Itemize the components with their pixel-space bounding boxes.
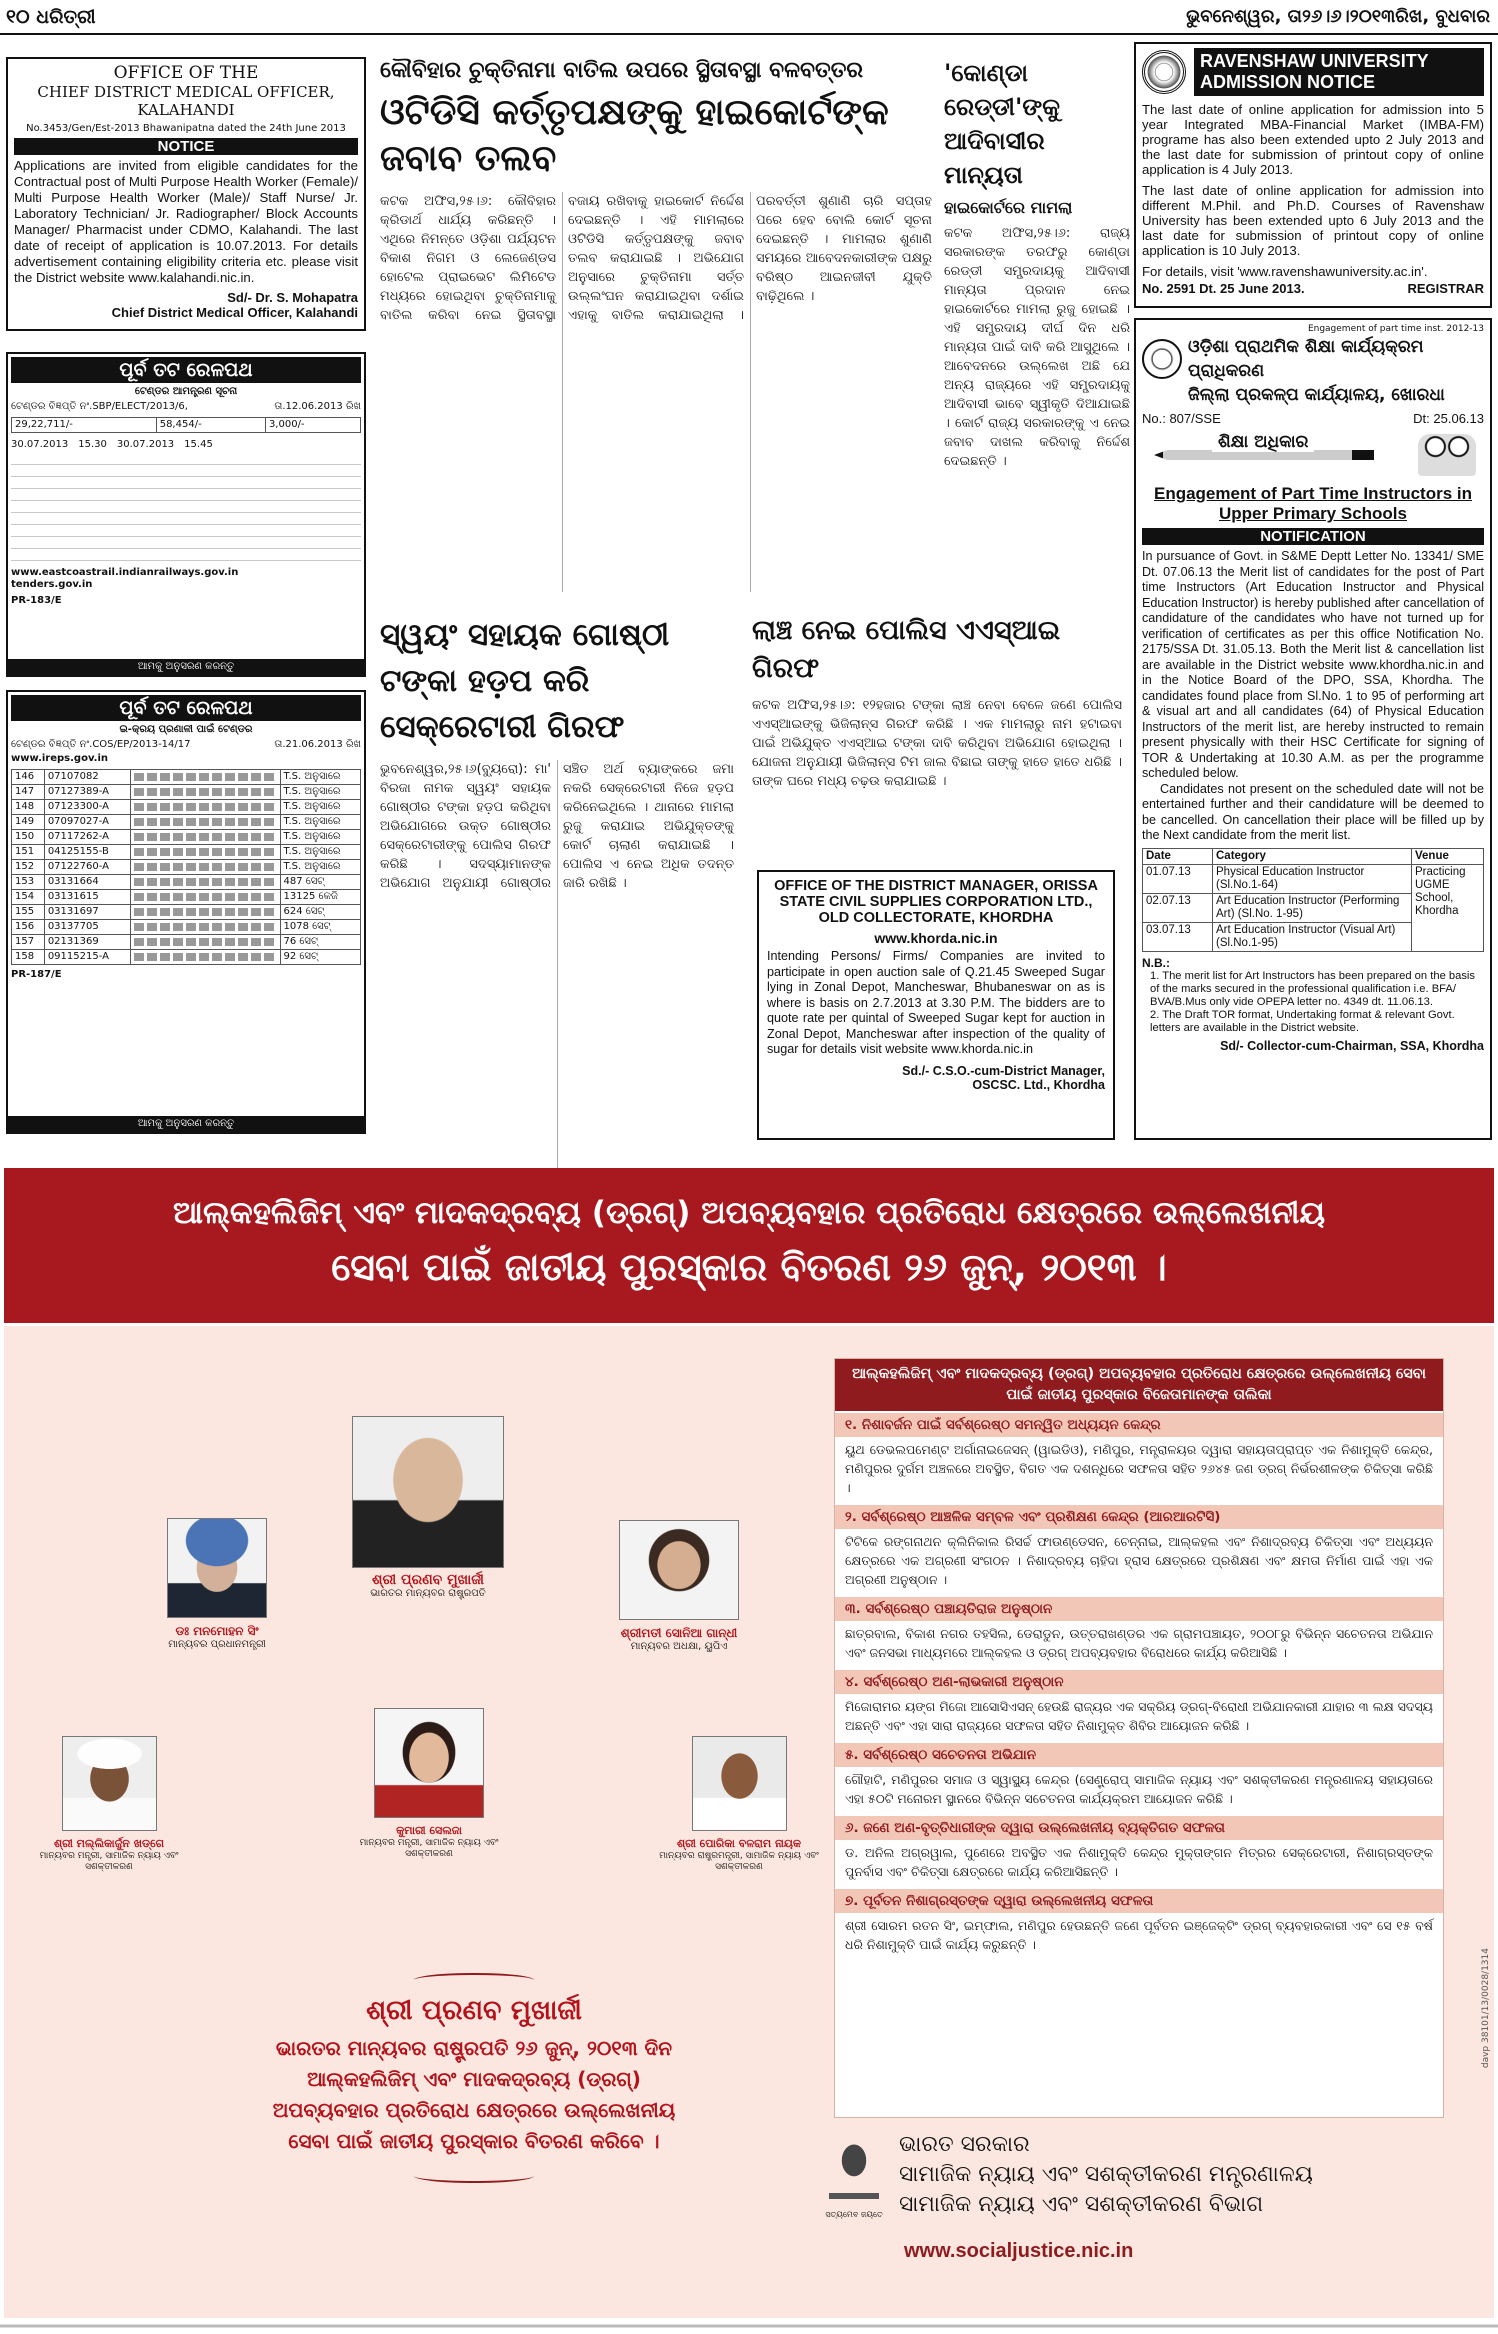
portrait-minister1-name: ଶ୍ରୀ ମଲ୍ଲିକାର୍ଜୁନ ଖଡ୍‌ଗେ [53,1837,165,1850]
ravenshaw-para1: The last date of online application for admission into 5 year Integrated MBA-Financial Market (IMBA-FM) programe has also been extended upto 2 July 2013 and the last date for submission of printout copy of online application is 4 July 2013. [1142,102,1484,177]
ecr1-ref: ଟେଣ୍ଡର ବିଜ୍ଞପ୍ତି ନଂ.SBP/ELECT/2013/6, [11,401,188,412]
table-row [12,950,361,965]
ssa-venue: Practicing UGME School, Khordha [1412,864,1484,951]
table-row [12,890,361,905]
ecr2-row-code: 09115215-A [44,950,130,965]
ecr2-row-no: 156 [12,920,45,935]
govt-website[interactable]: www.socialjustice.nic.in [904,2240,1134,2262]
portrait-president-name: ଶ୍ରୀ ପ୍ରଣବ ମୁଖାର୍ଜୀ [372,1572,484,1588]
ecr2-row-qty: T.S. ଅନୁସାରେ [280,785,360,800]
konda-headline: 'କୋଣ୍ଡା ରେଡ୍ଡୀ'ଙ୍କୁ ଆଦିବାସୀର ମାନ୍ୟତା [944,59,1060,189]
ecr2-row-desc [130,875,280,890]
winners-categories [835,1413,1443,1960]
dateline: ଭୁବନେଶ୍ୱର, ତା୨୬।୬।୨୦୧୩ରିଖ, ବୁଧବାର [1186,6,1490,27]
table-row [12,845,361,860]
ecr2-row-no: 153 [12,875,45,890]
ecr2-website[interactable]: www.ireps.gov.in [11,753,109,764]
bribe-headline: ଲାଞ୍ଚ ନେଇ ପୋଲିସ ଏଏସ୍‌ଆଇ ଗିରଫ [752,615,1061,684]
category-text: ଛାତ୍ରବାଲ, ବିକାଶ ନଗର ତହସିଲ, ଡେରାଡୁନ, ଉତ୍ତରାଖଣ୍ଡର ଏକ ଗ୍ରାମପଞ୍ଚାୟତ, ୨୦୦୮ରୁ ବିଭିନ୍ନ ସଚେତନତା ଅଭିଯାନ ଏବଂ ଜନସଭା ମାଧ୍ୟମରେ ଆଲ୍‌କହଲ ଓ ଡ୍ରଗ୍ ଅପବ୍ୟବହାର ବିରୋଧରେ କାର୍ଯ୍ୟ କରିଆସିଛି । [845,1626,1433,1660]
ornament-bottom-icon [414,2169,534,2183]
ecr2-row-qty: T.S. ଅନୁସାରେ [280,860,360,875]
table-row [12,830,361,845]
portrait-president [352,1416,504,1616]
page-number: ୧୦ ଧରିତ୍ରୀ [6,6,96,28]
ravenshaw-title1: RAVENSHAW UNIVERSITY [1200,51,1429,71]
ecr1-title: ପୂର୍ବ ତଟ ରେଳପଥ [11,357,361,383]
osc-title1: OFFICE OF THE DISTRICT MANAGER, ORISSA [774,878,1098,894]
ecr2-row-qty: T.S. ଅନୁସାରେ [280,845,360,860]
portrait-president-photo [352,1416,504,1568]
table-row [12,785,361,800]
category-heading: ୭. ପୂର୍ବତନ ନିଶାଗ୍ରସ୍ତଙ୍କ ଦ୍ୱାରା ଉଲ୍ଲେଖନୀୟ ସଫଳତା [835,1889,1443,1913]
table-row [12,920,361,935]
govt-block [824,2130,1464,2280]
konda-body: କଟକ ଅଫିସ,୨୫।୬: ରାଜ୍ୟ ସରକାରଙ୍କ ତରଫରୁ କୋଣ୍ଡା ରେଡ୍ଡୀ ସମ୍ପ୍ରଦାୟକୁ ଆଦିବାସୀ ମାନ୍ୟତା ପ୍ରଦାନ ନେଇ ହାଇକୋର୍ଟରେ ମାମଲା ରୁଜୁ ହୋଇଛି । ଏହି ସମ୍ପ୍ରଦାୟ ଦୀର୍ଘ ଦିନ ଧରି ମାନ୍ୟତା ପାଇଁ ଦାବି କରି ଆସୁଥିଲେ । ଆବେଦନରେ ଉଲ୍ଲେଖ ଅଛି ଯେ ଅନ୍ୟ ରାଜ୍ୟରେ ଏହି ସମ୍ପ୍ରଦାୟକୁ ଆଦିବାସୀ ଭାବେ ସ୍ୱୀକୃତି ଦିଆଯାଇଛି । କୋର୍ଟ ରାଜ୍ୟ ସରକାରଙ୍କୁ ଏ ନେଇ ଜବାବ ଦାଖଲ କରିବାକୁ ନିର୍ଦ୍ଦେଶ ଦେଇଛନ୍ତି । [944,226,1130,469]
ravenshaw-para3: For details, visit 'www.ravenshawuniversity.ac.in'. [1142,264,1428,279]
table-row [12,800,361,815]
ecr2-ref: ଟେଣ୍ଡର ବିଜ୍ଞପ୍ତି ନଂ.COS/EP/2013-14/17 [11,739,191,750]
cdmo-notice [6,57,366,331]
ecr1-amount2: 58,454/- [156,418,265,433]
ecr1-amount1: 29,22,711/- [12,418,157,433]
portrait-upa-chair-name: ଶ୍ରୀମତୀ ସୋନିଆ ଗାନ୍ଧୀ [620,1626,738,1640]
ecr1-dates [11,439,361,451]
ecr2-row-qty: 1078 ସେଟ୍ [280,920,360,935]
osc-title3: OLD COLLECTORATE, KHORDHA [818,910,1054,926]
main-story [380,56,932,576]
ecr2-title: ପୂର୍ବ ତଟ ରେଳପଥ [11,695,361,721]
cdmo-ref: No.3453/Gen/Est-2013 Bhawanipatna dated the 24th June 2013 [26,123,346,134]
ecr2-row-code: 07107082 [44,770,130,785]
category-heading: ୧. ନିଶାବର୍ଜନ ପାଇଁ ସର୍ବଶ୍ରେଷ୍ଠ ସମନ୍ୱିତ ଅଧ୍ୟୟନ କେନ୍ଦ୍ର [835,1413,1443,1437]
ecr2-row-qty: 92 ସେଟ୍ [280,950,360,965]
president-message-name: ଶ୍ରୀ ପ୍ରଣବ ମୁଖାର୍ଜୀ [366,1995,582,2026]
konda-story [944,56,1130,586]
ecr2-row-qty: T.S. ଅନୁସାରେ [280,830,360,845]
award-banner [4,1168,1494,1323]
ecr-tender-2 [6,690,366,1134]
ecr2-row-qty: T.S. ଅନୁସାରେ [280,800,360,815]
ravenshaw-header [1142,48,1484,96]
ecr2-code: PR-187/E [11,969,62,980]
ecr2-row-code: 07122760-A [44,860,130,875]
ssa-th-venue: Venue [1412,848,1484,864]
ecr2-row-qty: 487 ସେଟ୍ [280,875,360,890]
ecr1-table [11,417,361,433]
category-text: ଗୌହାଟି, ମଣିପୁରର ସମାଜ ଓ ସ୍ୱାସ୍ଥ୍ୟ କେନ୍ଦ୍ର (ସେଣ୍ଟ୍ରୋପ୍ ସାମାଜିକ ନ୍ୟାୟ ଏବଂ ସଶକ୍ତୀକରଣ ମନ୍ତ୍ରଣାଳୟ ସହାୟତାରେ ଏହା ୫୦ଟି ମନୋରମ ସ୍ଥାନରେ ବିଭିନ୍ନ ସଚେତନତା କାର୍ଯ୍ୟକ୍ରମ ଆୟୋଜନ କରିଛି । [845,1772,1433,1806]
ecr2-row-code: 02131369 [44,935,130,950]
osc-notice [757,870,1115,1140]
ecr2-row-desc [130,920,280,935]
portrait-minister2 [354,1708,504,1878]
ecr2-row-no: 150 [12,830,45,845]
ecr1-date-open: 30.07.2013 [116,439,175,450]
category-heading: ୩. ସର୍ବଶ୍ରେଷ୍ଠ ପଞ୍ଚାୟତିରାଜ ଅନୁଷ୍ଠାନ [835,1597,1443,1621]
ssa-nb-label: N.B.: [1142,955,1170,970]
ecr1-code: PR-183/E [11,595,62,606]
osc-body: Intending Persons/ Firms/ Companies are invited to participate in open auction sale of Q.21.45 Sweeped Sugar lying in Zonal Depot, Mancheswar, Bhubaneswar on as is where is basis on 2.7.2013 at 3.30 P.M. The bidders are to quote rate per quintal of Sweeped Sugar kept for auction in Zonal Depot, Mancheswar after inspection of the quality of sugar for details visit website www.khorda.nic.in [767,949,1105,1056]
davp-code: davp 38101/13/0028/1314 [1481,1948,1491,2069]
award-banner-line1: ଆଲ୍‌କହଲିଜିମ୍ ଏବଂ ମାଦକଦ୍ରବ୍ୟ (ଡ୍ରଗ୍) ଅପବ୍ୟବହାର ପ୍ରତିରୋଧ କ୍ଷେତ୍ରରେ ଉଲ୍ଲେଖନୀୟ [172,1195,1326,1231]
ssa-logo-icon [1142,339,1182,379]
osc-sign2: OSCSC. Ltd., Khordha [972,1077,1105,1092]
ssa-row1-cat: Physical Education Instructor (Sl.No.1-64) [1213,864,1412,893]
footer-strip [0,2318,1498,2334]
ssa-label: NOTIFICATION [1142,528,1484,545]
ssa-th-category: Category [1213,848,1412,864]
ravenshaw-footer [1142,281,1484,296]
bribe-body: କଟକ ଅଫିସ,୨୫।୬: ୧୨ହଜାର ଟଙ୍କା ଲାଞ୍ଚ ନେବା ବେଳେ ଜଣେ ପୋଲିସ ଏଏସ୍‌ଆଇଙ୍କୁ ଭିଜିଲାନ୍ସ ଗିରଫ କରିଛି । ଏକ ମାମଲାରୁ ନାମ ହଟାଇବା ପାଇଁ ଅଭିଯୁକ୍ତ ଏଏସ୍‌ଆଇ ଟଙ୍କା ଦାବି କରିଥିବା ଅଭିଯୋଗ ହୋଇଥିଲା । ଯୋଜନା ଅନୁଯାୟୀ ଭିଜିଲାନ୍ସ ଟିମ ଜାଲ ବିଛାଇ ତାଙ୍କୁ ହାତେ ହାତେ ଧରିଛି । ତାଙ୍କ ଘରେ ମଧ୍ୟ ଚଢ଼ଉ କରାଯାଇଛି । [752,698,1122,789]
ssa-th-date: Date [1143,848,1213,864]
university-seal-icon [1142,50,1186,94]
portrait-upa-chair-role: ମାନ୍ୟବର ଅଧକ୍ଷା, ୟୁପିଏ [630,1641,728,1652]
header-rule [0,33,1498,35]
banner-divider [4,1323,1494,1326]
ecr1-time-open: 15.45 [184,439,213,450]
ecr2-row-desc [130,905,280,920]
ssa-notice [1134,318,1492,1140]
cdmo-title2: CHIEF DISTRICT MEDICAL OFFICER, KALAHANDI [37,83,335,119]
ssa-nb1: 1. The merit list for Art Instructors has been prepared on the basis of the marks secured in the professional qualification i.e. BFA/ BVA/B.Mus only vide OPEPA letter no. 4349 dt. 11.06.13. [1150,969,1476,1008]
table-row [12,860,361,875]
ravenshaw-titlebar [1194,48,1484,96]
ecr1-subtitle: ଟେଣ୍ଡର ଆମନ୍ତ୍ରଣ ସୂଚନା [134,386,238,397]
ecr2-row-no: 148 [12,800,45,815]
ecr2-row-desc [130,890,280,905]
ssa-row2-date: 02.07.13 [1143,893,1213,922]
ecr2-row-code: 03131664 [44,875,130,890]
ssa-nb2: 2. The Draft TOR format, Undertaking format & relevant Govt. letters are available in the District website. [1150,1008,1455,1034]
ecr2-row-qty: 624 ସେଟ୍ [280,905,360,920]
ecr2-row-desc [130,770,280,785]
osc-title2: STATE CIVIL SUPPLIES CORPORATION LTD., [779,894,1093,910]
ecr2-row-no: 146 [12,770,45,785]
category-text: ଟିଟିକେ ରଙ୍ଗନାଥନ କ୍ଲିନିକାଲ ରିସର୍ଚ୍ଚ ଫାଉଣ୍ଡେସନ, ଚେନ୍ନାଇ, ଆଲ୍‌କହଲ ଏବଂ ନିଶାଦ୍ରବ୍ୟ ଚିକିତ୍ସା ଏବଂ ଅଧ୍ୟୟନ କ୍ଷେତ୍ରରେ ଏକ ଅଗ୍ରଣୀ ସଂଗଠନ । ନିଶାଦ୍ରବ୍ୟ ଚାହିଦା ହ୍ରାସ କ୍ଷେତ୍ରରେ ପ୍ରଶିକ୍ଷଣ ଏବଂ କ୍ଷମତା ନିର୍ମାଣ ପାଇଁ ଏହା ଏକ ଅଗ୍ରଣୀ ଅନୁଷ୍ଠାନ । [845,1534,1433,1587]
ravenshaw-title2: ADMISSION NOTICE [1200,72,1376,92]
president-message-text: ଭାରତର ମାନ୍ୟବର ରାଷ୍ଟ୍ରପତି ୨୬ ଜୁନ୍, ୨୦୧୩ ଦିନ ଆଲ୍‌କହଲିଜିମ୍ ଏବଂ ମାଦକଦ୍ରବ୍ୟ (ଡ୍ରଗ୍) ଅପବ୍ୟବହାର ପ୍ରତିରୋଧ କ୍ଷେତ୍ରରେ ଉଲ୍ଲେଖନୀୟ ସେବା ପାଇଁ ଜାତୀୟ ପୁରସ୍କାର ବିତରଣ କରିବେ । [272,2036,676,2153]
cdmo-body: Applications are invited from eligible candidates for the Contractual post of Multi Purpose Health Worker (Female)/ Multi Purpose Health Worker (Male)/ Staff Nurse/ Jr. Laboratory Technician/ Jr. Radiographer/ Block Accounts Manager/ Pharmacist under CDMO, Kalahandi. The last date of receipt of application is 10.07.2013. For details advertisement containing eligibility criteria etc. please visit the District website www.kalahandi.nic.in. [14,158,358,285]
ecr2-date: ତା.21.06.2013 ରିଖ [274,739,361,750]
ecr2-table [11,769,361,965]
ssa-row3-cat: Art Education Instructor (Visual Art) (Sl.No.1-95) [1213,922,1412,951]
ecr1-date-close: 30.07.2013 [11,439,69,450]
table-row [12,815,361,830]
ecr2-footer: ଆମକୁ ଅନୁସରଣ କରନ୍ତୁ [8,1116,364,1132]
osc-website[interactable]: www.khorda.nic.in [874,930,998,946]
govt-line3: ସାମାଜିକ ନ୍ୟାୟ ଏବଂ ସଶକ୍ତୀକରଣ ବିଭାଗ [899,2192,1264,2217]
ecr2-row-code: 07117262-A [44,830,130,845]
govt-line1: ଭାରତ ସରକାର [899,2132,1030,2157]
ravenshaw-ref: No. 2591 Dt. 25 June 2013. [1142,281,1305,296]
main-kicker: କୌବିହାର ଚୁକ୍ତିନାମା ବାତିଲ ଉପରେ ସ୍ଥିତାବସ୍ଥା ବଳବତ୍ତର [380,58,864,83]
shg-story [380,612,734,1132]
ecr2-row-no: 157 [12,935,45,950]
portrait-mos-role: ମାନ୍ୟବର ରାଷ୍ଟ୍ରମନ୍ତ୍ରୀ, ସାମାଜିକ ନ୍ୟାୟ ଏବଂ ସଶକ୍ତୀକରଣ [659,1851,819,1872]
ecr2-subtitle: ଇ-କ୍ରୟ ପ୍ରଣାଳୀ ପାଇଁ ଟେଣ୍ଡର [119,724,253,735]
ssa-header [1142,335,1484,407]
winners-list [834,1358,1444,2118]
category-text: ମିଜୋରାମର ୟଙ୍ଗ ମିଜୋ ଆସୋସିଏସନ୍ ହେଉଛି ରାଜ୍ୟର ଏକ ସକ୍ରିୟ ଡ୍ରଗ୍-ବିରୋଧୀ ଅଭିଯାନକାରୀ ଯାହାର ୩ ଲକ୍ଷ ସଦସ୍ୟ ଅଛନ୍ତି ଏବଂ ଏହା ସାରା ରାଜ୍ୟରେ ସଫଳତା ସହିତ ନିଶାମୁକ୍ତ ଶିବିର ଆୟୋଜନ କରିଛି । [845,1699,1433,1733]
ecr2-row-code: 03131697 [44,905,130,920]
portrait-minister2-name: କୁମାରୀ ସେଲଜା [396,1824,462,1837]
winners-list-title: ଆଲ୍‌କହଲିଜିମ୍ ଏବଂ ମାଦକଦ୍ରବ୍ୟ (ଡ୍ରଗ୍) ଅପବ୍ୟବହାର ପ୍ରତିରୋଧ କ୍ଷେତ୍ରରେ ଉଲ୍ଲେଖନୀୟ ସେବା ପାଇଁ ଜାତୀୟ ପୁରସ୍କାର ବିଜେତାମାନଙ୍କ ତାଲିକା [835,1359,1443,1411]
category-heading: ୪. ସର୍ବଶ୍ରେଷ୍ଠ ଅଣ-ଲାଭକାରୀ ଅନୁଷ୍ଠାନ [835,1670,1443,1694]
children-illustration-icon [1418,434,1476,476]
ssa-table [1142,848,1484,952]
main-headline: ଓଟିଡିସି କର୍ତ୍ତୃପକ୍ଷଙ୍କୁ ହାଇକୋର୍ଟଙ୍କ ଜବାବ ତଲବ [380,92,889,179]
ecr2-row-qty: 13125 କେଜି [280,890,360,905]
portrait-minister1-role: ମାନ୍ୟବର ମନ୍ତ୍ରୀ, ସାମାଜିକ ନ୍ୟାୟ ଏବଂ ସଶକ୍ତୀକରଣ [39,1851,179,1872]
ecr2-row-no: 151 [12,845,45,860]
ssa-refline [1142,411,1484,426]
ssa-sign: Sd/- Collector-cum-Chairman, SSA, Khordha [1220,1038,1484,1053]
portrait-pm-photo [167,1518,267,1618]
ssa-org: ଓଡ଼ିଶା ପ୍ରାଥମିକ ଶିକ୍ଷା କାର୍ଯ୍ୟକ୍ରମ ପ୍ରାଧିକରଣ [1188,337,1424,381]
ssa-top-note: Engagement of part time inst. 2012-13 [1307,324,1484,334]
ecr2-row-desc [130,935,280,950]
ecr2-row-no: 158 [12,950,45,965]
table-row [1143,864,1484,893]
ssa-title: Engagement of Part Time Instructors in Upper Primary Schools [1153,484,1473,523]
ecr2-row-desc [130,785,280,800]
osc-sign1: Sd./- C.S.O.-cum-District Manager, [902,1063,1105,1078]
ssa-row2-cat: Art Education Instructor (Performing Art) (Sl.No. 1-95) [1213,893,1412,922]
ravenshaw-sign: REGISTRAR [1407,281,1484,296]
portrait-mos-photo [692,1736,787,1831]
main-body: କଟକ ଅଫିସ,୨୫।୬: କୌବିହାର କ୍ରିଡାର୍ଥ ଧାର୍ଯ୍ୟ କରିଛନ୍ତି । ଏଥିରେ ନିମନ୍ତେ ଓଡ଼ିଶା ପର୍ଯ୍ୟଟନ ବିକାଶ ନିଗମ ଓ ଲେଜେଣ୍ଡସ ହୋଟେଲ ପ୍ରାଇଭେଟ ଲିମିଟେଡ ମଧ୍ୟରେ ହୋଇଥିବା ଚୁକ୍ତିନାମାକୁ ବାତିଲ କରିବା ନେଇ ସ୍ଥିତାବସ୍ଥା ବଜାୟ ରଖିବାକୁ ହାଇକୋର୍ଟ ନିର୍ଦ୍ଦେଶ ଦେଇଛନ୍ତି । ଏହି ମାମଲାରେ ଓଟିଡିସି କର୍ତ୍ତୃପକ୍ଷଙ୍କୁ ଜବାବ ତଲବ କରାଯାଇଛି । ଅଭିଯୋଗ ଅନୁସାରେ ଚୁକ୍ତିନାମା ସର୍ତ୍ତ ଉଲ୍ଲଂଘନ କରାଯାଇଥିବା ଦର୍ଶାଇ ଏହାକୁ ବାତିଲ କରାଯାଇଥିଲା । ପରବର୍ତ୍ତୀ ଶୁଣାଣି ଚାରି ସପ୍ତାହ ପରେ ହେବ ବୋଲି କୋର୍ଟ ସୂଚନା ଦେଇଛନ୍ତି । ମାମଲାର ଶୁଣାଣି ସମୟରେ ଆବେଦନକାରୀଙ୍କ ପକ୍ଷରୁ ବରିଷ୍ଠ ଆଇନଜୀବୀ ଯୁକ୍ତି ବାଢ଼ିଥିଲେ । [380,194,932,323]
table-row [12,905,361,920]
table-row [12,418,361,433]
ecr2-row-code: 03137705 [44,920,130,935]
cdmo-notice-label: NOTICE [14,138,358,155]
ecr2-row-qty: T.S. ଅନୁସାରେ [280,815,360,830]
page-header [0,0,1498,32]
portrait-minister2-photo [374,1708,484,1818]
ecr2-row-desc [130,860,280,875]
table-row [12,770,361,785]
ecr2-row-code: 07123300-A [44,800,130,815]
ecr1-website2[interactable]: tenders.gov.in [11,579,93,590]
shg-headline: ସ୍ୱୟଂ ସହାୟକ ଗୋଷ୍ଠୀ ଟଙ୍କା ହଡ଼ପ କରି ସେକ୍ରେଟାରୀ ଗିରଫ [380,617,670,745]
portrait-pm-role: ମାନ୍ୟବର ପ୍ରଧାନମନ୍ତ୍ରୀ [168,1639,266,1650]
portrait-pm-name: ଡଃ ମନମୋହନ ସିଂ [175,1624,259,1638]
category-heading: ୨. ସର୍ବଶ୍ରେଷ୍ଠ ଆଞ୍ଚଳିକ ସମ୍ବଳ ଏବଂ ପ୍ରଶିକ୍ଷଣ କେନ୍ଦ୍ର (ଆରଆରଟିସି) [835,1505,1443,1529]
ssa-banner-row [1142,432,1484,478]
konda-subhead: ହାଇକୋର୍ଟରେ ମାମଲା [944,198,1073,217]
govt-line2: ସାମାଜିକ ନ୍ୟାୟ ଏବଂ ସଶକ୍ତୀକରଣ ମନ୍ତ୍ରଣାଳୟ [899,2162,1313,2187]
ecr2-row-desc [130,950,280,965]
category-text: ଶ୍ରୀ ସୋରମ ରତନ ସିଂ, ଇମ୍ଫାଲ, ମଣିପୁର ହେଉଛନ୍ତି ଜଣେ ପୂର୍ବତନ ଇଞ୍ଜେକ୍ଟିଂ ଡ୍ରଗ୍ ବ୍ୟବହାରକାରୀ ଏବଂ ସେ ୧୫ ବର୍ଷ ଧରି ନିଶାମୁକ୍ତି ପାଇଁ କାର୍ଯ୍ୟ କରୁଛନ୍ତି । [845,1918,1433,1952]
president-message [264,1973,684,2263]
portrait-pm [142,1518,292,1688]
ecr2-row-code: 07097027-A [44,815,130,830]
table-row [1143,848,1484,864]
bribe-story [752,612,1122,852]
ecr2-row-no: 154 [12,890,45,905]
portrait-upa-chair [594,1520,764,1690]
ecr2-row-desc [130,800,280,815]
cdmo-title1: OFFICE OF THE [113,63,259,83]
ssa-row1-date: 01.07.13 [1143,864,1213,893]
ecr2-row-no: 147 [12,785,45,800]
ecr2-row-qty: 76 ସେଟ୍ [280,935,360,950]
ravenshaw-para2: The last date of online application for admission into different M.Phil. and Ph.D. Courses of Ravenshaw University has been extended upto 6 July 2013 and the last date for submission of printout copy of online application is 10 July 2013. [1142,183,1484,258]
ecr1-refline [11,401,361,413]
ornament-top-icon [414,1973,534,1987]
portrait-mos-name: ଶ୍ରୀ ପୋରିକା ବଳରାମ ନାୟକ [676,1837,802,1850]
category-heading: ୬. ଜଣେ ଅଣ-ବୃତ୍ତିଧାରୀଙ୍କ ଦ୍ୱାରା ଉଲ୍ଲେଖନୀୟ ବ୍ୟକ୍ତିଗତ ସଫଳତା [835,1816,1443,1840]
portrait-minister2-role: ମାନ୍ୟବର ମନ୍ତ୍ରୀ, ସାମାଜିକ ନ୍ୟାୟ ଏବଂ ସଶକ୍ତୀକରଣ [359,1838,499,1859]
cdmo-sign1: Sd/- Dr. S. Mohapatra [227,290,358,305]
ecr1-time-close: 15.30 [78,439,107,450]
emblem-caption: ସତ୍ୟମେବ ଜୟତେ [825,2210,883,2219]
ecr2-row-code: 07127389-A [44,785,130,800]
ecr1-date: ତା.12.06.2013 ରିଖ [274,401,361,412]
category-heading: ୫. ସର୍ବଶ୍ରେଷ୍ଠ ସଚେତନତା ଅଭିଯାନ [835,1743,1443,1767]
table-row [12,875,361,890]
ecr-tender-1 [6,352,366,677]
ssa-row3-date: 03.07.13 [1143,922,1213,951]
award-ad [4,1168,1494,2318]
ecr2-row-desc [130,845,280,860]
cdmo-sign2: Chief District Medical Officer, Kalahandi [111,305,358,320]
ssa-body2: Candidates not present on the scheduled date will not be entertained further and their candidature will be deemed to be cancelled. On cancellation their place will be filled up by the Next candidate from the merit list. [1142,781,1484,842]
portrait-mos [654,1736,824,1886]
emblem-icon [824,2130,884,2206]
ecr2-row-code: 03131615 [44,890,130,905]
ravenshaw-notice [1134,42,1492,308]
ecr2-row-qty: T.S. ଅନୁସାରେ [280,770,360,785]
ssa-body: In pursuance of Govt. in S&ME Deptt Letter No. 13341/ SME Dt. 07.06.13 the Merit list of candidates for the post of Part time Instructors (Art Education Instructor and Physical Education Instructor) is hereby published after cancellation of candidature of the candidates who have not turned up for verification of certificates as per this office Notification No. 2175/SSA Dt. 31.05.13. Both the Merit list & cancellation list are available in the District website www.khordha.nic.in and in the Notice Board of the DPO, SSA, Khordha. The candidates found place from Sl.No. 1 to 95 of performing art & visual art and all candidates (64) of Physical Education Instructors of the merit list, are hereby instructed to remain present physically with their HSC Certificate for signing of TOR & Undertaking at 10.30 A.M. as per the programme scheduled below. [1142,549,1484,780]
shg-body: ଭୁବନେଶ୍ୱର,୨୫।୬(ବ୍ୟୁରୋ): ମା' ବିରଜା ନାମକ ସ୍ୱୟଂ ସହାୟକ ଗୋଷ୍ଠୀର ଟଙ୍କା ହଡ଼ପ କରିଥିବା ଅଭିଯୋଗରେ ଉକ୍ତ ଗୋଷ୍ଠୀର ସେକ୍ରେଟାରୀଙ୍କୁ ପୋଲିସ ଗିରଫ କରିଛି । ସଦସ୍ୟାମାନଙ୍କ ଅଭିଯୋଗ ଅନୁଯାୟୀ ଗୋଷ୍ଠୀର ସଞ୍ଚିତ ଅର୍ଥ ବ୍ୟାଙ୍କରେ ଜମା ନକରି ସେକ୍ରେଟାରୀ ନିଜେ ହଡ଼ପ କରିନେଇଥିଲେ । ଥାନାରେ ମାମଲା ରୁଜୁ କରାଯାଇ ଅଭିଯୁକ୍ତଙ୍କୁ କୋର୍ଟ ଚାଲାଣ କରାଯାଇଛି । ପୋଲିସ ଏ ନେଇ ଅଧିକ ତଦନ୍ତ ଜାରି ରଖିଛି । [380,762,734,891]
ecr2-row-code: 04125155-B [44,845,130,860]
table-row [12,935,361,950]
ecr1-website1[interactable]: www.eastcoastrail.indianrailways.gov.in [11,567,239,578]
ecr2-row-no: 155 [12,905,45,920]
ecr1-filler [11,455,361,563]
ecr1-footer: ଆମକୁ ଅନୁସରଣ କରନ୍ତୁ [8,659,364,675]
ssa-dt: Dt: 25.06.13 [1413,411,1484,426]
ecr2-row-desc [130,815,280,830]
category-text: ୟୁଥ ଡେଭଲପମେଣ୍ଟ ଅର୍ଗାନାଇଜେସନ୍ (ୱାଇଡିଓ), ମଣିପୁର, ମନ୍ତ୍ରାଳୟର ଦ୍ୱାରା ସହାୟତାପ୍ରାପ୍ତ ଏକ ନିଶାମୁକ୍ତି କେନ୍ଦ୍ର, ମଣିପୁରର ଦୁର୍ଗମ ଅଞ୍ଚଳରେ ଅବସ୍ଥିତ, ବିଗତ ଏକ ଦଶନ୍ଧିରେ ସଫଳତା ସହିତ ୨୬୪୫ ଜଣ ଡ୍ରଗ୍ ନିର୍ଭରଶୀଳଙ୍କ ଚିକିତ୍ସା କରିଛି । [845,1442,1433,1495]
ecr2-row-desc [130,830,280,845]
award-banner-line2: ସେବା ପାଇଁ ଜାତୀୟ ପୁରସ୍କାର ବିତରଣ ୨୬ ଜୁନ୍, ୨୦୧୩ । [331,1245,1167,1289]
portrait-minister1 [24,1736,194,1886]
ssa-office: ଜିଲ୍ଲା ପ୍ରକଳ୍ପ କାର୍ଯ୍ୟାଳୟ, ଖୋରଧା [1188,385,1445,405]
ecr2-row-no: 149 [12,815,45,830]
portrait-president-role: ଭାରତର ମାନ୍ୟବର ରାଷ୍ଟ୍ରପତି [370,1588,486,1599]
portrait-upa-chair-photo [619,1520,739,1620]
ssa-banner: ଶିକ୍ଷା ଅଧିକାର [1212,432,1314,452]
ecr2-refline [11,739,361,751]
portrait-minister1-photo [62,1736,157,1831]
category-text: ଡ. ଅନିଲ ଅଗ୍ରୱାଲ, ପୁଣେରେ ଅବସ୍ଥିତ ଏକ ନିଶାମୁକ୍ତି କେନ୍ଦ୍ର ମୁକ୍ତାଙ୍ଗନ ମିତ୍ରର ସେକ୍ରେଟାରୀ, ନିଶାଗ୍ରସ୍ତଙ୍କ ପୁନର୍ବାସ ଏବଂ ଚିକିତ୍ସା କ୍ଷେତ୍ରରେ କାର୍ଯ୍ୟ କରିଆସିଛନ୍ତି । [845,1845,1433,1879]
ssa-no: No.: 807/SSE [1142,411,1221,426]
ecr1-amount3: 3,000/- [265,418,360,433]
ecr2-row-no: 152 [12,860,45,875]
